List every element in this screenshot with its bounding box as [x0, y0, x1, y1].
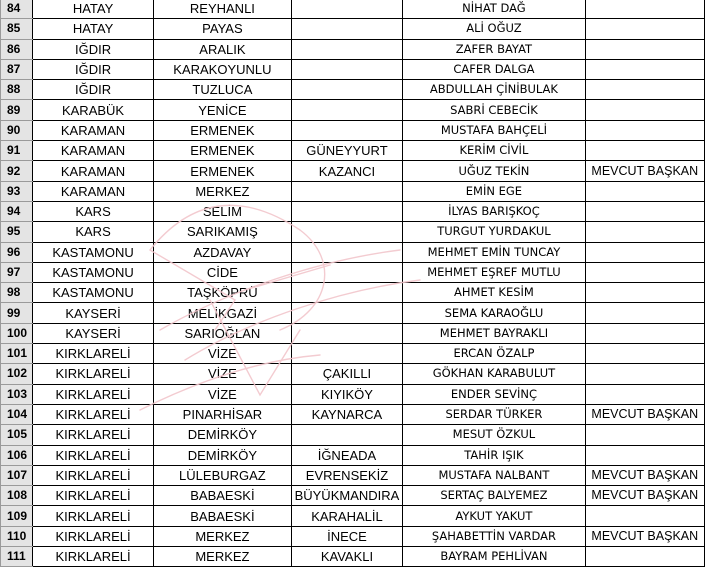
candidate-name-cell[interactable]: MEHMET EMİN TUNCAY	[403, 242, 585, 262]
district-cell[interactable]: SARIOĞLAN	[154, 323, 291, 343]
district-cell[interactable]: ERMENEK	[154, 161, 291, 181]
district-cell[interactable]: KARAKOYUNLU	[154, 59, 291, 79]
status-cell[interactable]: MEVCUT BAŞKAN	[585, 161, 704, 181]
district-cell[interactable]: CİDE	[154, 262, 291, 282]
row-number[interactable]: 100	[1, 323, 33, 343]
town-cell[interactable]: KAVAKLI	[291, 547, 403, 567]
province-cell[interactable]: KIRKLARELİ	[32, 364, 153, 384]
province-cell[interactable]: KIRKLARELİ	[32, 465, 153, 485]
province-cell[interactable]: KASTAMONU	[32, 242, 153, 262]
table-body	[1, 0, 705, 567]
table-row[interactable]	[1, 384, 705, 404]
row-number[interactable]: 85	[1, 19, 33, 39]
province-cell[interactable]: KARAMAN	[32, 161, 153, 181]
table-row[interactable]	[1, 39, 705, 59]
province-cell[interactable]: KAYSERİ	[32, 323, 153, 343]
town-cell[interactable]	[291, 80, 403, 100]
district-cell[interactable]: VİZE	[154, 364, 291, 384]
town-cell[interactable]: KAZANCI	[291, 161, 403, 181]
province-cell[interactable]: KIRKLARELİ	[32, 384, 153, 404]
row-number[interactable]: 86	[1, 39, 33, 59]
town-cell[interactable]	[291, 242, 403, 262]
status-cell[interactable]	[585, 506, 704, 526]
table-row[interactable]	[1, 222, 705, 242]
table-row[interactable]	[1, 344, 705, 364]
candidate-name-cell[interactable]: MESUT ÖZKUL	[403, 425, 585, 445]
row-number[interactable]: 93	[1, 181, 33, 201]
status-cell[interactable]	[585, 303, 704, 323]
province-cell[interactable]: KARS	[32, 222, 153, 242]
province-cell[interactable]: KIRKLARELİ	[32, 506, 153, 526]
district-cell[interactable]: PAYAS	[154, 19, 291, 39]
district-cell[interactable]: MELİKGAZİ	[154, 303, 291, 323]
table-row[interactable]	[1, 283, 705, 303]
town-cell[interactable]	[291, 222, 403, 242]
candidate-name-cell[interactable]: BAYRAM PEHLİVAN	[403, 547, 585, 567]
candidate-name-cell[interactable]: TURGUT YURDAKUL	[403, 222, 585, 242]
candidate-name-cell[interactable]: AYKUT YAKUT	[403, 506, 585, 526]
town-cell[interactable]: KAYNARCA	[291, 404, 403, 424]
district-cell[interactable]: DEMİRKÖY	[154, 425, 291, 445]
row-number[interactable]: 96	[1, 242, 33, 262]
candidate-name-cell[interactable]: İLYAS BARIŞKOÇ	[403, 201, 585, 221]
row-number[interactable]: 104	[1, 404, 33, 424]
district-cell[interactable]: ERMENEK	[154, 120, 291, 140]
candidate-name-cell[interactable]: ZAFER BAYAT	[403, 39, 585, 59]
table-row[interactable]	[1, 120, 705, 140]
candidate-name-cell[interactable]: SERDAR TÜRKER	[403, 404, 585, 424]
candidate-name-cell[interactable]: SEMA KARAOĞLU	[403, 303, 585, 323]
district-cell[interactable]: REYHANLI	[154, 0, 291, 19]
status-cell[interactable]	[585, 283, 704, 303]
status-cell[interactable]	[585, 364, 704, 384]
district-cell[interactable]: AZDAVAY	[154, 242, 291, 262]
district-cell[interactable]: DEMİRKÖY	[154, 445, 291, 465]
row-number[interactable]: 95	[1, 222, 33, 242]
province-cell[interactable]: KIRKLARELİ	[32, 547, 153, 567]
district-cell[interactable]: TUZLUCA	[154, 80, 291, 100]
row-number[interactable]: 94	[1, 201, 33, 221]
status-cell[interactable]: MEVCUT BAŞKAN	[585, 465, 704, 485]
status-cell[interactable]	[585, 242, 704, 262]
table-row[interactable]	[1, 242, 705, 262]
table-row[interactable]	[1, 19, 705, 39]
province-cell[interactable]: KIRKLARELİ	[32, 344, 153, 364]
province-cell[interactable]: KIRKLARELİ	[32, 445, 153, 465]
candidate-name-cell[interactable]: CAFER DALGA	[403, 59, 585, 79]
candidate-name-cell[interactable]: NİHAT DAĞ	[403, 0, 585, 19]
province-cell[interactable]: KASTAMONU	[32, 283, 153, 303]
table-row[interactable]	[1, 547, 705, 567]
row-number[interactable]: 105	[1, 425, 33, 445]
table-row[interactable]	[1, 262, 705, 282]
district-cell[interactable]: SARIKAMIŞ	[154, 222, 291, 242]
province-cell[interactable]: KARABÜK	[32, 100, 153, 120]
district-cell[interactable]: BABAESKİ	[154, 506, 291, 526]
province-cell[interactable]: KARAMAN	[32, 141, 153, 161]
table-row[interactable]	[1, 161, 705, 181]
district-cell[interactable]: ARALIK	[154, 39, 291, 59]
row-number[interactable]: 102	[1, 364, 33, 384]
candidate-name-cell[interactable]: SABRİ CEBECİK	[403, 100, 585, 120]
row-number[interactable]: 109	[1, 506, 33, 526]
province-cell[interactable]: IĞDIR	[32, 39, 153, 59]
table-row[interactable]	[1, 425, 705, 445]
candidate-name-cell[interactable]: MUSTAFA BAHÇELİ	[403, 120, 585, 140]
row-number[interactable]: 99	[1, 303, 33, 323]
town-cell[interactable]: EVRENSEKİZ	[291, 465, 403, 485]
status-cell[interactable]	[585, 445, 704, 465]
candidate-name-cell[interactable]: EMİN EGE	[403, 181, 585, 201]
row-number[interactable]: 98	[1, 283, 33, 303]
row-number[interactable]: 97	[1, 262, 33, 282]
table-row[interactable]	[1, 486, 705, 506]
status-cell[interactable]	[585, 19, 704, 39]
town-cell[interactable]: BÜYÜKMANDIRA	[291, 486, 403, 506]
row-number[interactable]: 103	[1, 384, 33, 404]
table-row[interactable]	[1, 0, 705, 19]
row-number[interactable]: 92	[1, 161, 33, 181]
town-cell[interactable]	[291, 59, 403, 79]
table-row[interactable]	[1, 364, 705, 384]
candidate-name-cell[interactable]: ABDULLAH ÇİNİBULAK	[403, 80, 585, 100]
table-row[interactable]	[1, 323, 705, 343]
town-cell[interactable]	[291, 19, 403, 39]
province-cell[interactable]: KIRKLARELİ	[32, 526, 153, 546]
province-cell[interactable]: KIRKLARELİ	[32, 486, 153, 506]
town-cell[interactable]: GÜNEYYURT	[291, 141, 403, 161]
candidate-name-cell[interactable]: SERTAÇ BALYEMEZ	[403, 486, 585, 506]
candidate-name-cell[interactable]: GÖKHAN KARABULUT	[403, 364, 585, 384]
town-cell[interactable]: İNECE	[291, 526, 403, 546]
status-cell[interactable]	[585, 0, 704, 19]
town-cell[interactable]	[291, 100, 403, 120]
town-cell[interactable]: ÇAKILLI	[291, 364, 403, 384]
town-cell[interactable]	[291, 344, 403, 364]
town-cell[interactable]: KARAHALİL	[291, 506, 403, 526]
status-cell[interactable]	[585, 323, 704, 343]
town-cell[interactable]	[291, 201, 403, 221]
district-cell[interactable]: YENİCE	[154, 100, 291, 120]
province-cell[interactable]: KIRKLARELİ	[32, 404, 153, 424]
town-cell[interactable]	[291, 120, 403, 140]
status-cell[interactable]: MEVCUT BAŞKAN	[585, 526, 704, 546]
town-cell[interactable]	[291, 262, 403, 282]
candidate-name-cell[interactable]: MEHMET BAYRAKLI	[403, 323, 585, 343]
table-row[interactable]	[1, 141, 705, 161]
town-cell[interactable]	[291, 0, 403, 19]
candidate-name-cell[interactable]: AHMET KESİM	[403, 283, 585, 303]
row-number[interactable]: 91	[1, 141, 33, 161]
province-cell[interactable]: HATAY	[32, 0, 153, 19]
province-cell[interactable]: KAYSERİ	[32, 303, 153, 323]
town-cell[interactable]	[291, 181, 403, 201]
row-number[interactable]: 108	[1, 486, 33, 506]
province-cell[interactable]: IĞDIR	[32, 80, 153, 100]
candidate-name-cell[interactable]: MEHMET EŞREF MUTLU	[403, 262, 585, 282]
province-cell[interactable]: KIRKLARELİ	[32, 425, 153, 445]
table-row[interactable]	[1, 465, 705, 485]
candidate-name-cell[interactable]: KERİM CİVİL	[403, 141, 585, 161]
district-cell[interactable]: VİZE	[154, 384, 291, 404]
status-cell[interactable]	[585, 547, 704, 567]
row-number[interactable]: 107	[1, 465, 33, 485]
status-cell[interactable]	[585, 141, 704, 161]
district-cell[interactable]: SELİM	[154, 201, 291, 221]
status-cell[interactable]	[585, 59, 704, 79]
province-cell[interactable]: IĞDIR	[32, 59, 153, 79]
candidate-name-cell[interactable]: ENDER SEVİNÇ	[403, 384, 585, 404]
status-cell[interactable]	[585, 39, 704, 59]
status-cell[interactable]	[585, 181, 704, 201]
row-number[interactable]: 110	[1, 526, 33, 546]
table-row[interactable]	[1, 526, 705, 546]
row-number[interactable]: 88	[1, 80, 33, 100]
province-cell[interactable]: HATAY	[32, 19, 153, 39]
table-row[interactable]	[1, 303, 705, 323]
candidate-name-cell[interactable]: UĞUZ TEKİN	[403, 161, 585, 181]
table-row[interactable]	[1, 201, 705, 221]
town-cell[interactable]	[291, 283, 403, 303]
status-cell[interactable]	[585, 120, 704, 140]
town-cell[interactable]	[291, 323, 403, 343]
district-cell[interactable]: LÜLEBURGAZ	[154, 465, 291, 485]
province-cell[interactable]: KARS	[32, 201, 153, 221]
row-number[interactable]: 90	[1, 120, 33, 140]
row-number[interactable]: 87	[1, 59, 33, 79]
table-row[interactable]	[1, 181, 705, 201]
candidate-name-cell[interactable]: TAHİR IŞIK	[403, 445, 585, 465]
row-number[interactable]: 106	[1, 445, 33, 465]
table-row[interactable]	[1, 506, 705, 526]
district-cell[interactable]: BABAESKİ	[154, 486, 291, 506]
candidate-name-cell[interactable]: ERCAN ÖZALP	[403, 344, 585, 364]
district-cell[interactable]: MERKEZ	[154, 526, 291, 546]
town-cell[interactable]	[291, 425, 403, 445]
province-cell[interactable]: KARAMAN	[32, 181, 153, 201]
town-cell[interactable]	[291, 39, 403, 59]
status-cell[interactable]	[585, 425, 704, 445]
status-cell[interactable]: MEVCUT BAŞKAN	[585, 486, 704, 506]
status-cell[interactable]	[585, 262, 704, 282]
province-cell[interactable]: KARAMAN	[32, 120, 153, 140]
candidate-name-cell[interactable]: ŞAHABETTİN VARDAR	[403, 526, 585, 546]
status-cell[interactable]	[585, 100, 704, 120]
candidate-name-cell[interactable]: ALİ OĞUZ	[403, 19, 585, 39]
table-row[interactable]	[1, 100, 705, 120]
district-cell[interactable]: ERMENEK	[154, 141, 291, 161]
town-cell[interactable]: İĞNEADA	[291, 445, 403, 465]
table-row[interactable]	[1, 404, 705, 424]
row-number[interactable]: 89	[1, 100, 33, 120]
district-cell[interactable]: MERKEZ	[154, 181, 291, 201]
status-cell[interactable]	[585, 80, 704, 100]
table-row[interactable]	[1, 80, 705, 100]
district-cell[interactable]: MERKEZ	[154, 547, 291, 567]
status-cell[interactable]	[585, 222, 704, 242]
status-cell[interactable]	[585, 344, 704, 364]
row-number[interactable]: 111	[1, 547, 33, 567]
province-cell[interactable]: KASTAMONU	[32, 262, 153, 282]
district-cell[interactable]: TAŞKÖPRÜ	[154, 283, 291, 303]
district-cell[interactable]: PINARHİSAR	[154, 404, 291, 424]
row-number[interactable]: 84	[1, 0, 33, 19]
table-row[interactable]	[1, 59, 705, 79]
candidate-name-cell[interactable]: MUSTAFA NALBANT	[403, 465, 585, 485]
town-cell[interactable]	[291, 303, 403, 323]
status-cell[interactable]: MEVCUT BAŞKAN	[585, 404, 704, 424]
row-number[interactable]: 101	[1, 344, 33, 364]
table-row[interactable]	[1, 445, 705, 465]
status-cell[interactable]	[585, 384, 704, 404]
town-cell[interactable]: KIYIKÖY	[291, 384, 403, 404]
status-cell[interactable]	[585, 201, 704, 221]
district-cell[interactable]: VİZE	[154, 344, 291, 364]
